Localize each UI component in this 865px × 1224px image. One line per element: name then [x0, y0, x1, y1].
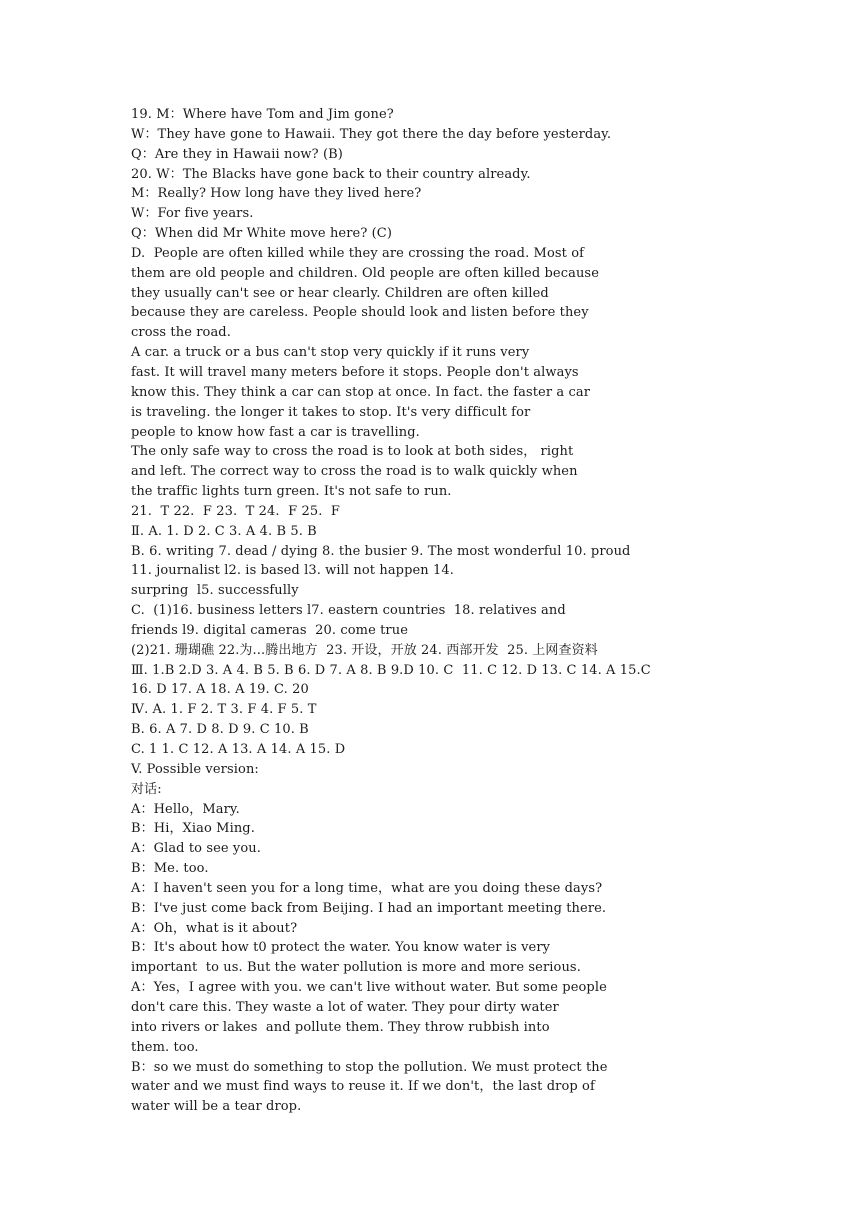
text-line: A：I haven't seen you for a long time，what are you doing these days?	[131, 880, 603, 896]
text-line: water and we must find ways to reuse it. If we don't，the last drop of	[131, 1079, 595, 1095]
text-line: them are old people and children. Old people are often killed because	[131, 265, 599, 281]
text-line: D. People are often killed while they are crossing the road. Most of	[131, 245, 585, 261]
text-line: they usually can't see or hear clearly. Children are often killed	[131, 285, 549, 301]
text-line: important to us. But the water pollution is more and more serious.	[131, 960, 581, 976]
text-line: water will be a tear drop.	[131, 1099, 302, 1115]
text-line: W：They have gone to Hawaii. They got there the day before yesterday.	[131, 126, 612, 142]
text-line: B：I've just come back from Beijing. I had an important meeting there.	[131, 900, 607, 916]
text-line: friends l9. digital cameras 20. come true	[131, 622, 409, 638]
text-line: W：For five years.	[131, 206, 254, 222]
text-line: surpring l5. successfully	[131, 583, 299, 599]
text-line: C. 1 1. C 12. A 13. A 14. A 15. D	[131, 742, 346, 757]
text-line: B：It's about how t0 protect the water. You know water is very	[131, 940, 551, 956]
text-line: don't care this. They waste a lot of water. They pour dirty water	[131, 999, 559, 1015]
text-line: V. Possible version:	[131, 761, 259, 777]
text-line: M：Really? How long have they lived here?	[131, 186, 422, 202]
text-line: 对话:	[131, 781, 162, 797]
text-line: 20. W：The Blacks have gone back to their country already.	[131, 166, 531, 182]
text-line: A car. a truck or a bus can't stop very quickly if it runs very	[131, 345, 530, 361]
text-line: fast. It will travel many meters before it stops. People don't always	[131, 364, 579, 380]
text-line: 16. D 17. A 18. A 19. C. 20	[131, 682, 309, 698]
text-line: Q：Are they in Hawaii now? (B)	[131, 146, 343, 162]
text-line: Ⅳ. A. 1. F 2. T 3. F 4. F 5. T	[131, 702, 317, 718]
text-line: into rivers or lakes and pollute them. They throw rubbish into	[131, 1019, 550, 1035]
text-line: The only safe way to cross the road is to look at both sides， right	[131, 444, 574, 460]
text-line: people to know how fast a car is travelling.	[131, 424, 420, 440]
text-line: 21. T 22. F 23. T 24. F 25. F	[131, 503, 341, 519]
text-line: cross the road.	[131, 325, 231, 341]
text-line: A：Oh，what is it about?	[131, 920, 298, 936]
text-line: A：Glad to see you.	[131, 841, 261, 857]
document-body	[131, 105, 851, 1117]
text-line: C. (1)16. business letters l7. eastern countries 18. relatives and	[131, 603, 566, 619]
text-line: because they are careless. People should look and listen before they	[131, 305, 589, 321]
text-line: A：Hello，Mary.	[131, 801, 240, 817]
text-line: B：Hi，Xiao Ming.	[131, 821, 255, 837]
text-line: the traffic lights turn green. It's not safe to run.	[131, 484, 452, 500]
text-line: 11. journalist l2. is based l3. will not happen 14.	[131, 563, 454, 579]
text-line: is traveling. the longer it takes to stop. It's very difficult for	[131, 404, 531, 420]
text-line: B：so we must do something to stop the pollution. We must protect the	[131, 1059, 608, 1075]
text-line: Ⅲ. 1.B 2.D 3. A 4. B 5. B 6. D 7. A 8. B 9.D 10. C 11. C 12. D 13. C 14. A 15.C	[131, 662, 651, 678]
text-line: Q：When did Mr White move here? (C)	[131, 226, 393, 242]
text-line: Ⅱ. A. 1. D 2. C 3. A 4. B 5. B	[131, 523, 317, 539]
text-line: and left. The correct way to cross the road is to walk quickly when	[131, 464, 578, 480]
text-line: 19. M：Where have Tom and Jim gone?	[131, 107, 394, 122]
text-line: B. 6. A 7. D 8. D 9. C 10. B	[131, 722, 309, 738]
text-line: B：Me. too.	[131, 861, 209, 877]
text-line: A：Yes，I agree with you. we can't live without water. But some people	[131, 980, 607, 996]
text-line: them. too.	[131, 1039, 199, 1055]
text-line: (2)21. 珊瑚礁 22.为...腾出地方 23. 开设，开放 24. 西部开发 25. 上网查资料	[131, 642, 598, 658]
text-line: know this. They think a car can stop at once. In fact. the faster a car	[131, 384, 591, 400]
text-line: B. 6. writing 7. dead / dying 8. the busier 9. The most wonderful 10. proud	[131, 543, 631, 559]
